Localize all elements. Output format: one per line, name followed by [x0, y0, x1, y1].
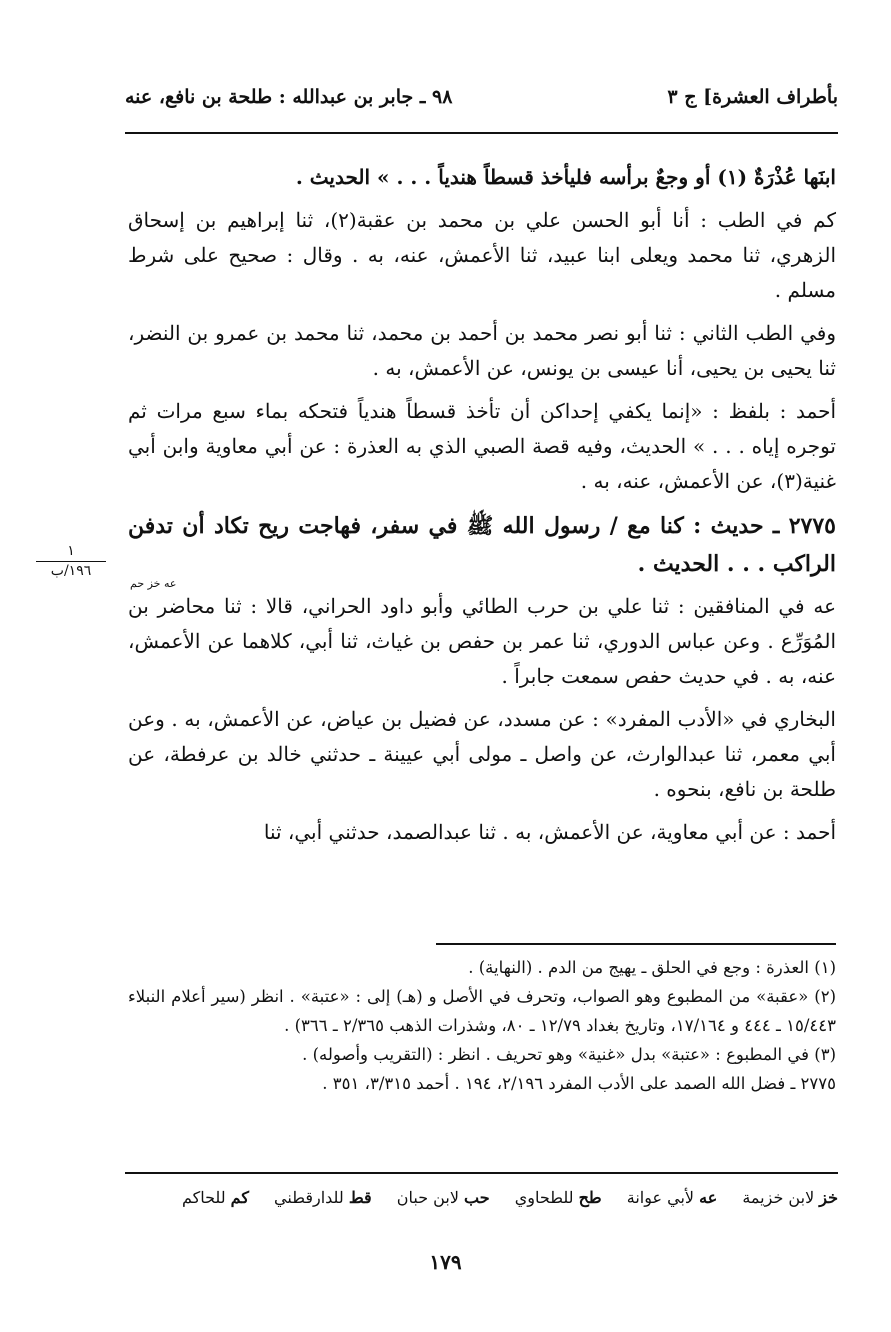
legend-item — [742, 1188, 838, 1207]
legend-code: طح — [578, 1188, 602, 1207]
margin-note-top: ١ — [36, 542, 106, 562]
legend-item — [627, 1188, 718, 1207]
margin-note-bottom: ١٩٦/ب — [50, 563, 92, 579]
legend-label: لابن حبان — [396, 1188, 459, 1207]
header-rule — [125, 132, 838, 134]
paragraph: وفي الطب الثاني : ثنا أبو نصر محمد بن أحمد بن محمد، ثنا محمد بن عمرو بن النضر، ثنا يحيى بن يحيى، أنا عيسى بن يونس، عن الأعمش، به . — [128, 321, 836, 380]
paragraph: أحمد : بلفظ : «إنما يكفي إحداكن أن تأخذ قسطاً هندياً فتحكه بماء سبع مرات ثم توجره إياه . . . » الحديث، وفيه قصة الصبي الذي به العذرة : عن أبي معاوية وابن أبي غنية(٣)، عن الأعمش، عنه، به . — [128, 399, 836, 493]
legend-item — [182, 1188, 249, 1207]
hadith-entry — [128, 507, 836, 583]
legend-item — [397, 1188, 490, 1207]
legend-label: للحاكم — [181, 1188, 226, 1207]
margin-folio-note — [36, 542, 106, 580]
main-text — [128, 160, 836, 858]
running-header — [125, 86, 838, 126]
abbreviation-legend — [125, 1188, 838, 1207]
page-number: ١٧٩ — [429, 1250, 462, 1274]
footnotes — [128, 953, 836, 1098]
legend-label: لأبي عوانة — [626, 1188, 695, 1207]
legend-item — [274, 1188, 372, 1207]
legend-code: حب — [464, 1188, 490, 1207]
footnote-rule — [436, 943, 836, 945]
header-book-title: بأطراف العشرة] ج ٣ — [667, 86, 838, 108]
paragraph: عه في المنافقين : ثنا علي بن حرب الطائي وأبو داود الحراني، قالا : ثنا محاضر بن المُوَرِّع . وعن عباس الدوري، ثنا عمر بن حفص بن غياث، ثنا أبي، كلاهما عن الأعمش، عنه، به . في حديث حفص سمعت جابراً . — [128, 594, 836, 688]
legend-code: خز — [819, 1188, 838, 1207]
legend-code: كم — [230, 1188, 249, 1207]
legend-label: للطحاوي — [514, 1188, 574, 1207]
hadith-heading: ٢٧٧٥ ـ حديث : كنا مع / رسول الله ﷺ في سفر، فهاجت ريح تكاد أن تدفن الراكب . . . الحديث . — [128, 513, 836, 577]
footnote: (١) العذرة : وجع في الحلق ـ يهيج من الدم . (النهاية) . — [468, 958, 836, 977]
legend-item — [515, 1188, 602, 1207]
hadith-source-abbr: عه خز حم — [130, 577, 177, 590]
paragraph: البخاري في «الأدب المفرد» : عن مسدد، عن فضيل بن عياض، عن الأعمش، به . وعن أبي معمر، ثنا عبدالوارث، عن واصل ـ مولى أبي عيينة ـ حدثني خالد بن عرفطة، عن طلحة بن نافع، بنحوه . — [128, 707, 836, 801]
legend-label: لابن خزيمة — [742, 1188, 815, 1207]
legend-code: عه — [699, 1188, 718, 1207]
paragraph: كم في الطب : أنا أبو الحسن علي بن محمد بن عقبة(٢)، ثنا إبراهيم بن إسحاق الزهري، ثنا محمد ويعلى ابنا عبيد، ثنا الأعمش، عنه، به . وقال : صحيح على شرط مسلم . — [128, 208, 837, 302]
legend-label: للدارقطني — [274, 1188, 344, 1207]
footnote: ٢٧٧٥ ـ فضل الله الصمد على الأدب المفرد ٢/١٩٦، ١٩٤ . أحمد ٣/٣١٥، ٣٥١ . — [322, 1074, 836, 1093]
header-section-title: ٩٨ ـ جابر بن عبدالله : طلحة بن نافع، عنه — [125, 86, 453, 108]
paragraph: ابنَها عُذْرَةٌ (١) أو وجعٌ برأسه فليأخذ قسطاً هندياً . . . » الحديث . — [295, 165, 836, 189]
paragraph: أحمد : عن أبي معاوية، عن الأعمش، به . ثنا عبدالصمد، حدثني أبي، ثنا — [263, 820, 836, 844]
footnote: (٣) في المطبوع : «عتبة» بدل «غنية» وهو تحريف . انظر : (التقريب وأصوله) . — [302, 1045, 836, 1064]
legend-code: قط — [348, 1188, 372, 1207]
footnote: (٢) «عقبة» من المطبوع وهو الصواب، وتحرف في الأصل و (هـ) إلى : «عتبة» . انظر (سير أعلام النبلاء ١٥/٤٤٣ ـ ٤٤٤ و ١٧/١٦٤، وتاريخ بغداد ١٢/٧٩ ـ ٨٠، وشذرات الذهب ٢/٣٦٥ ـ ٣٦٦) . — [128, 987, 836, 1035]
legend-rule — [125, 1172, 838, 1174]
